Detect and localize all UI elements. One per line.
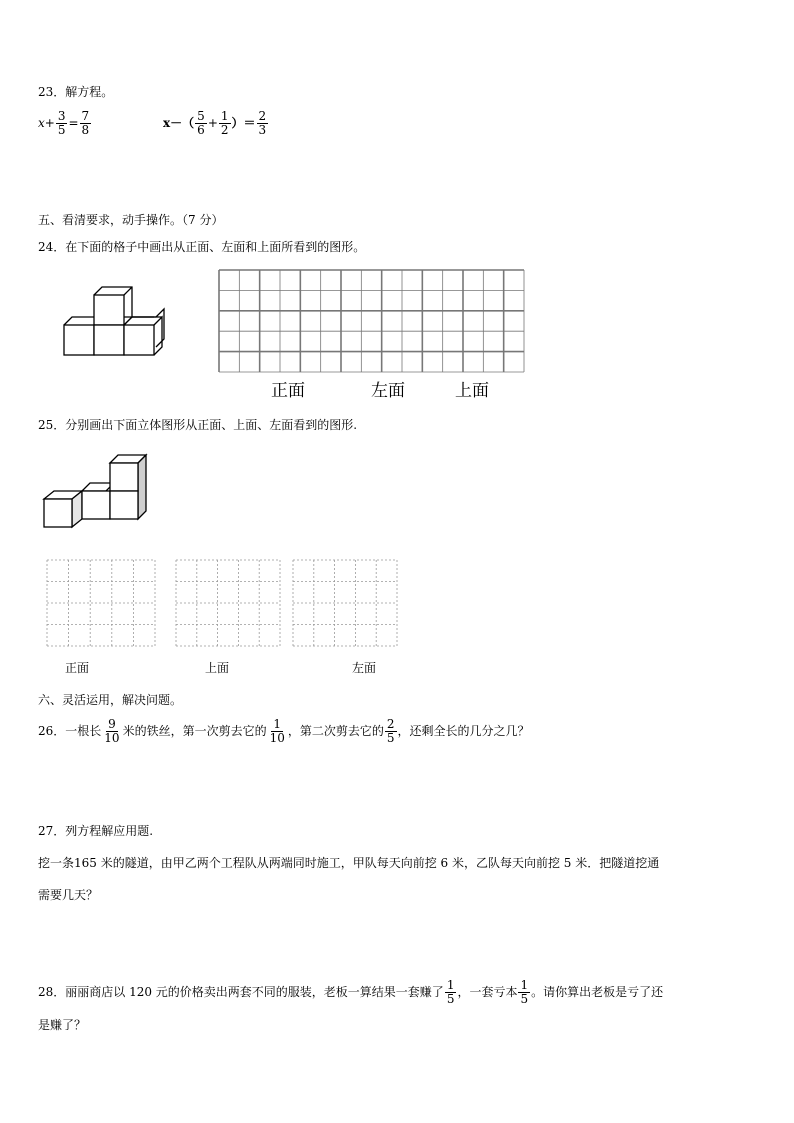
q24-drawing-grid[interactable] [219,270,525,373]
fraction: $\frac{1}{2}$ [220,109,229,137]
fraction: $\frac{5}{6}$ [197,109,205,137]
q25-cube-figure [44,453,154,529]
q27-line-2: 需要几天？ [38,888,99,902]
q25-label-left: 左面 [352,661,377,675]
equation-2: x－（ $\frac{5}{6}$ + $\frac{1}{2}$ ）＝ $\frac{2}{3}$ [163,109,267,137]
q24-text: 24．在下面的格子中画出从正面、左面和上面所看到的图形。 [38,240,366,254]
fraction: $\frac{9}{10}$ [104,717,120,745]
fraction: $\frac{3}{5}$ [57,109,66,137]
fraction: $\frac{7}{8}$ [81,109,90,137]
q25-label-top: 上面 [205,661,230,675]
q24-label-front: 正面 [271,381,305,401]
q25-grid-left[interactable] [293,560,397,646]
q25-label-front: 正面 [65,661,90,675]
q27-title: 27．列方程解应用题. [38,824,154,838]
q25-text: 25．分别画出下面立体图形从正面、上面、左面看到的图形. [38,418,358,432]
fraction: $\frac{2}{5}$ [386,717,395,745]
q28-line-2: 是赚了？ [38,1018,87,1032]
section-5-title: 五、看清要求，动手操作。（7 分） [38,213,224,227]
q25-grid-front[interactable] [47,560,155,646]
fraction: $\frac{1}{5}$ [520,978,529,1006]
q25-grid-top[interactable] [176,560,280,646]
q23-label: 23．解方程。 [38,85,114,99]
fraction: $\frac{1}{5}$ [446,978,455,1006]
equation-1: x+ $\frac{3}{5}$ = $\frac{7}{8}$ [38,109,90,137]
section-6-title: 六、灵活运用，解决问题。 [38,693,183,707]
q24-label-top: 上面 [455,381,489,401]
q26-text: 26．一根长 $\frac{9}{10}$ 米的铁丝，第一次剪去它的 $\frac{1}{10}$ ，第二次剪去它的 $\frac{2}{5}$ ，还剩全长的几分之几？ [38,717,530,745]
q24-cube-figure [60,283,170,355]
q27-line-1: 挖一条165 米的隧道，由甲乙两个工程队从两端同时施工，甲队每天向前挖 6 米，乙队每天向前挖 5 米．把隧道挖通 [38,856,660,870]
q24-label-left: 左面 [371,381,405,401]
fraction: $\frac{1}{10}$ [269,717,285,745]
q28-text: 28．丽丽商店以 120 元的价格卖出两套不同的服装，老板一算结果一套赚了 $\frac{1}{5}$ ，一套亏本 $\frac{1}{5}$ 。请你算出老板是亏了还 [38,978,664,1006]
fraction: $\frac{2}{3}$ [258,109,267,137]
